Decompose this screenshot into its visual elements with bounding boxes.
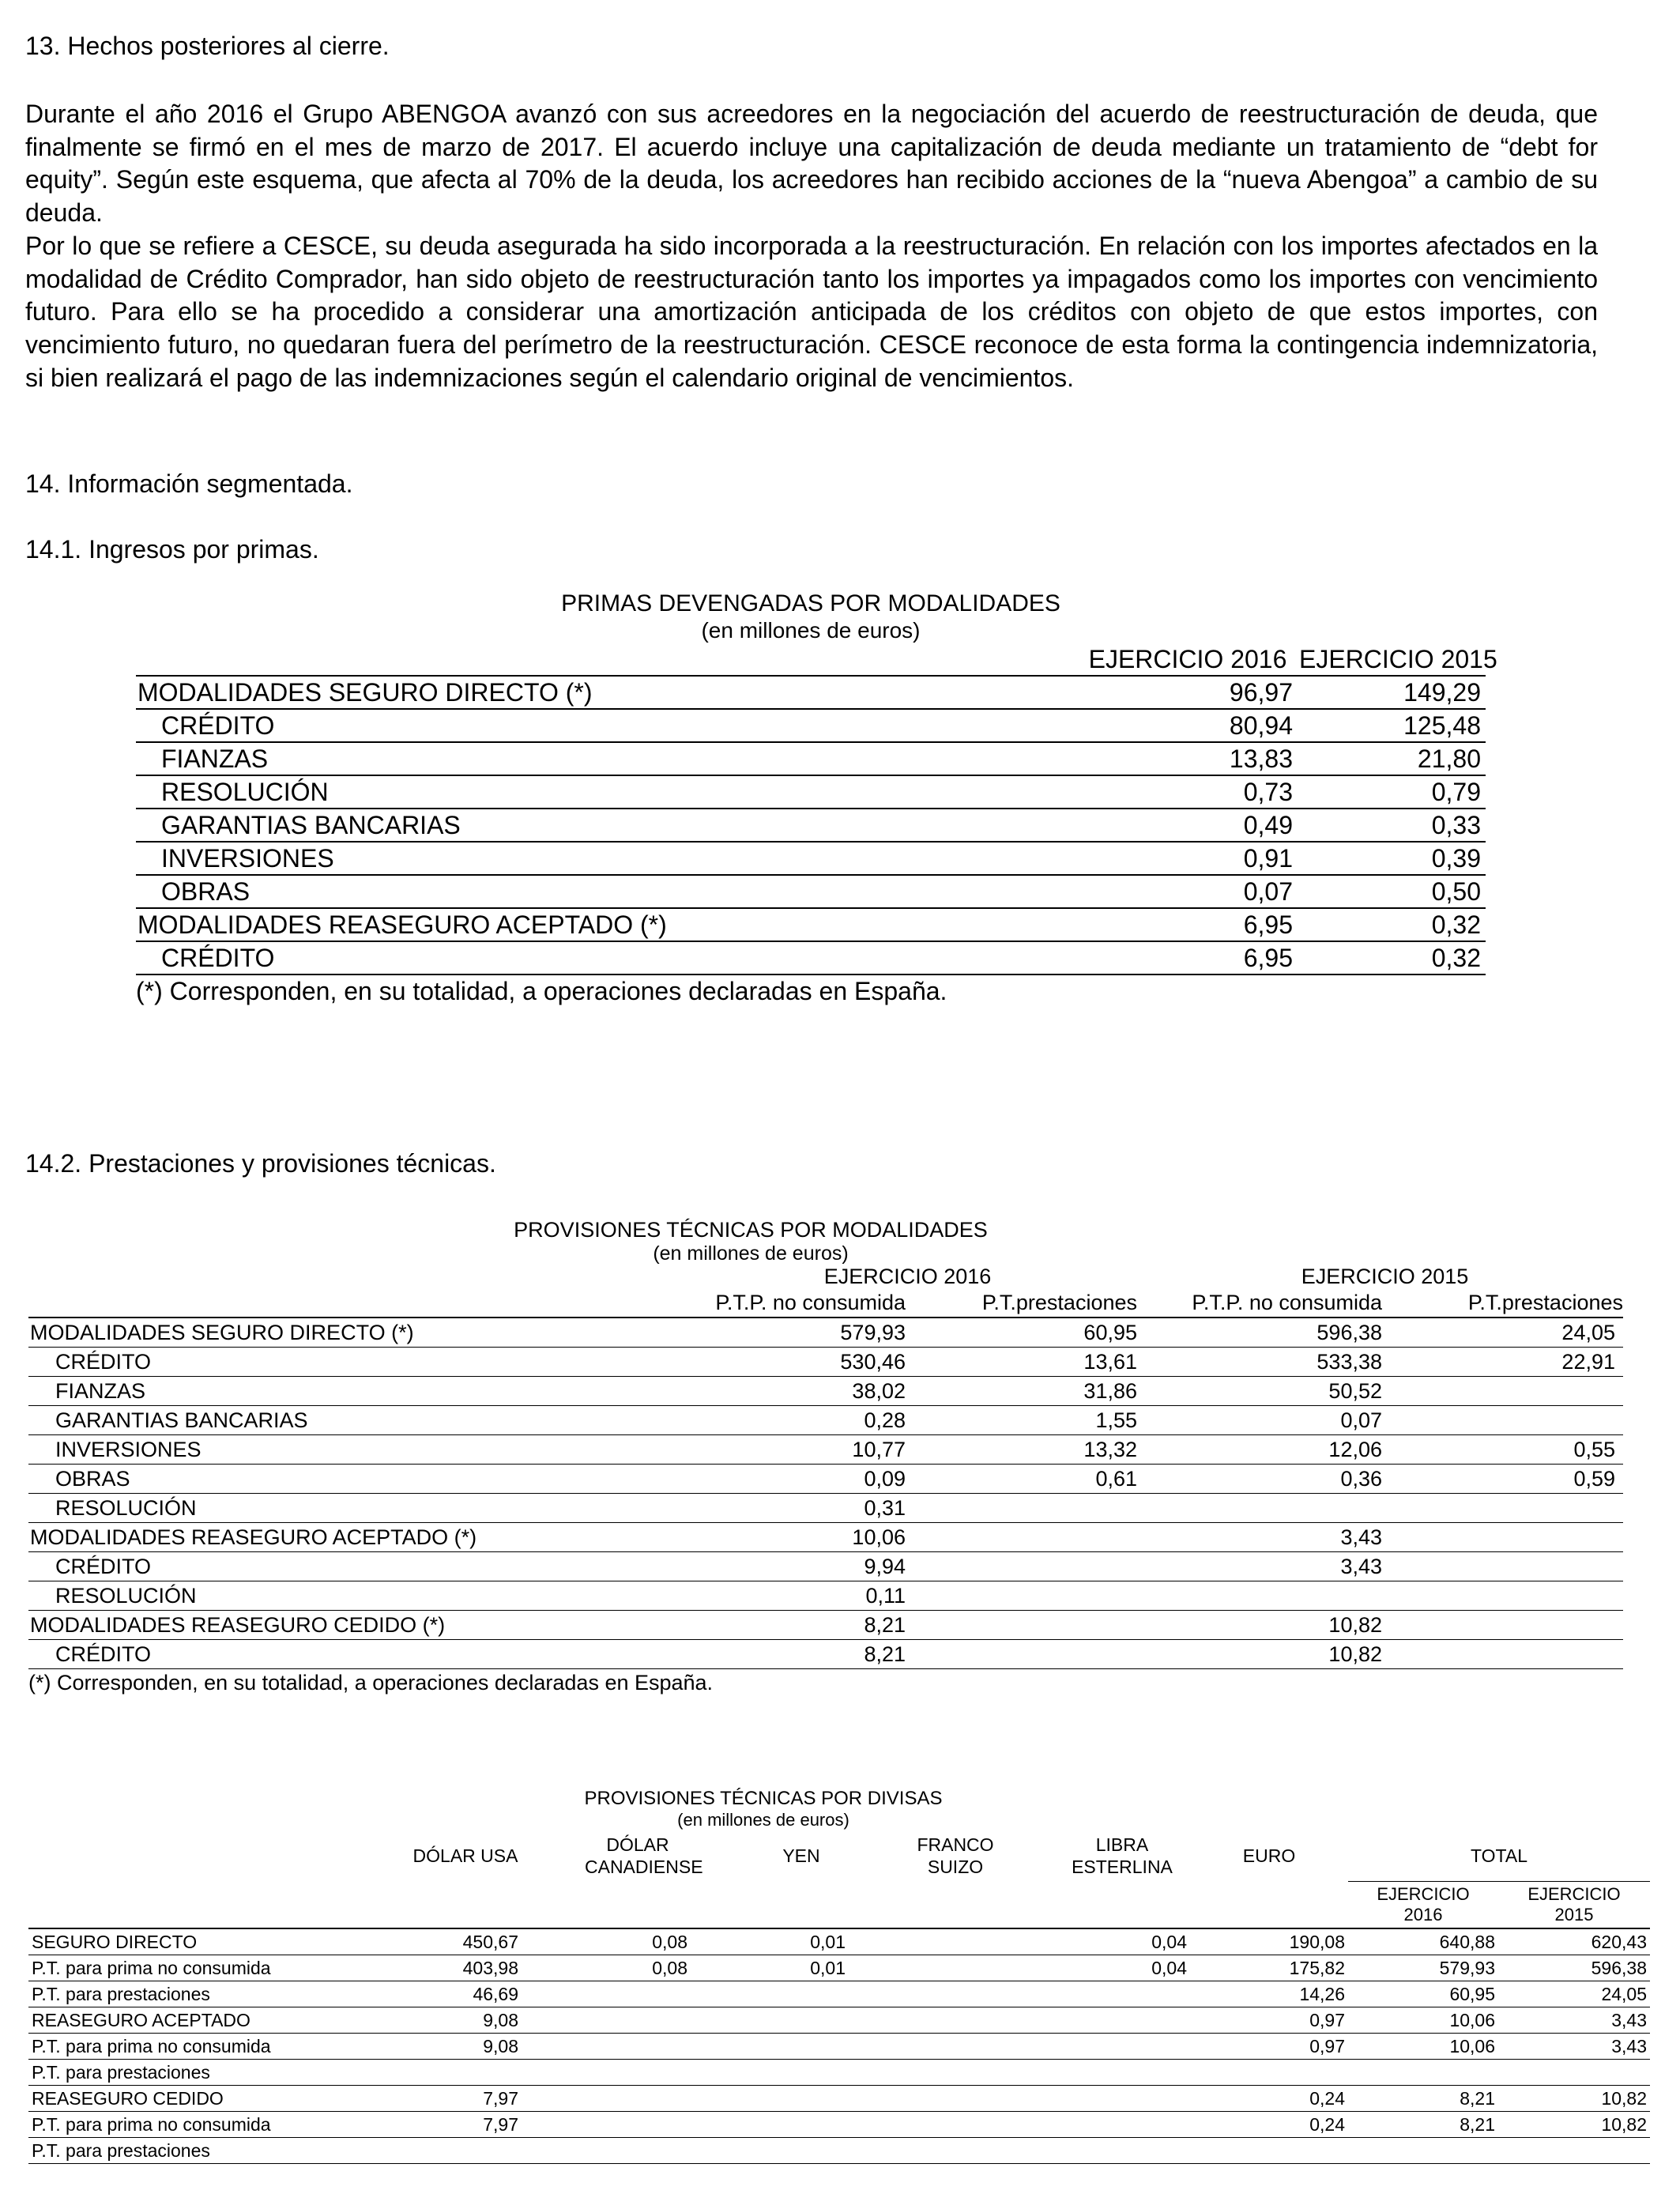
provisiones-table-row [28,1494,1623,1523]
divisas-col-cad: DÓLAR CANADIENSE [585,1834,703,1878]
divisas-table-row [28,1981,1650,2007]
provisiones-table-row [28,1435,1623,1465]
primas-value-2016: 6,95 [863,941,1299,974]
provisiones-group-2016: EJERCICIO 2016 [823,1265,992,1288]
divisas-value-total-2016: 8,21 [1348,2086,1498,2112]
provisiones-row-label: RESOLUCIÓN [28,1581,574,1611]
divisas-value-usd [346,2138,522,2164]
divisas-table-subheader [28,1882,1650,1929]
primas-row-label: MODALIDADES REASEGURO ACEPTADO (*) [136,908,863,941]
primas-row-label: GARANTIAS BANCARIAS [136,809,863,842]
provisiones-row-label: MODALIDADES REASEGURO ACEPTADO (*) [28,1523,574,1552]
primas-col-2015: EJERCICIO 2015 [1299,645,1497,673]
divisas-value-cad [522,2007,691,2034]
divisas-row-label: P.T. para prestaciones [28,2138,346,2164]
divisas-value-chf [849,1928,1007,1955]
divisas-col-total-2016: EJERCICIO 2016 [1377,1884,1470,1924]
section-14-1-heading: 14.1. Ingresos por primas. [25,535,319,564]
provisiones-table-row [28,1318,1623,1348]
divisas-col-chf: FRANCO SUIZO [917,1834,994,1878]
divisas-value-eur: 175,82 [1190,1955,1348,1981]
primas-table-body [136,643,1497,974]
provisiones-sub-ptpres-2016: P.T.prestaciones [981,1291,1137,1314]
provisiones-row-label: CRÉDITO [28,1348,574,1377]
divisas-value-usd [346,2060,522,2086]
section-13-paragraph-1: Durante el año 2016 el Grupo ABENGOA avanzó con sus acreedores en la negociación del acuerdo de reestructuración de deuda, que finalmente se firmó en el mes de marzo de 2017. El acuerdo incluye una capitalización de deuda mediante un tratamiento de “debt for equity”. Según este esquema, que afecta al 70% de la deuda, los acreedores han recibido acciones de la “nueva Abengoa” a cambio de su deuda. [25,100,1598,228]
primas-table-row [136,676,1486,709]
provisiones-row-label: INVERSIONES [28,1435,574,1465]
divisas-value-cad: 0,08 [522,1928,691,1955]
divisas-value-yen [691,2060,849,2086]
divisas-value-total-2016: 8,21 [1348,2112,1498,2138]
section-13-text [25,98,1598,394]
provisiones-table [28,1265,1623,1669]
divisas-value-gbp [1007,1981,1190,2007]
provisiones-value-ptp-2016: 0,31 [574,1494,921,1523]
provisiones-value-ptpres-2015 [1402,1640,1623,1669]
primas-value-2016: 0,07 [863,875,1299,908]
provisiones-row-label: GARANTIAS BANCARIAS [28,1406,574,1435]
divisas-table-row [28,2007,1650,2034]
primas-table-subtitle: (en millones de euros) [701,618,921,643]
provisiones-value-ptpres-2016: 13,61 [921,1348,1147,1377]
provisiones-table-subtitle: (en millones de euros) [653,1242,849,1265]
divisas-table-header [28,1830,1650,1882]
provisiones-value-ptpres-2015: 22,91 [1402,1348,1623,1377]
divisas-table-row [28,2060,1650,2086]
divisas-value-total-2015: 620,43 [1498,1928,1650,1955]
divisas-value-eur [1190,2060,1348,2086]
primas-row-label: RESOLUCIÓN [136,775,863,809]
divisas-row-label: P.T. para prima no consumida [28,1955,346,1981]
divisas-value-chf [849,1955,1007,1981]
provisiones-value-ptp-2015: 596,38 [1147,1318,1402,1348]
divisas-value-usd: 7,97 [346,2086,522,2112]
divisas-value-chf [849,1981,1007,2007]
provisiones-sub-ptp-2016: P.T.P. no consumida [715,1291,906,1314]
provisiones-value-ptpres-2016 [921,1611,1147,1640]
primas-col-2016: EJERCICIO 2016 [1088,645,1287,673]
divisas-value-total-2015: 596,38 [1498,1955,1650,1981]
primas-table-row [136,709,1486,742]
divisas-value-cad [522,2060,691,2086]
provisiones-sub-ptpres-2015: P.T.prestaciones [1467,1291,1623,1314]
divisas-value-total-2016 [1348,2060,1498,2086]
provisiones-value-ptp-2016: 0,09 [574,1465,921,1494]
provisiones-value-ptpres-2015 [1402,1494,1623,1523]
primas-row-label: CRÉDITO [136,941,863,974]
provisiones-table-row [28,1581,1623,1611]
provisiones-row-label: CRÉDITO [28,1640,574,1669]
primas-table-row [136,908,1486,941]
provisiones-table-group-header [28,1265,1623,1288]
primas-value-2016: 6,95 [863,908,1299,941]
primas-value-2015: 125,48 [1299,709,1486,742]
provisiones-value-ptpres-2016: 31,86 [921,1377,1147,1406]
primas-table-block [136,590,1497,1007]
provisiones-table-row [28,1406,1623,1435]
divisas-col-usd: DÓLAR USA [412,1845,518,1867]
divisas-value-usd: 9,08 [346,2007,522,2034]
divisas-value-total-2016: 60,95 [1348,1981,1498,2007]
primas-value-2015: 0,33 [1299,809,1486,842]
provisiones-value-ptpres-2015 [1402,1377,1623,1406]
provisiones-value-ptpres-2016 [921,1552,1147,1581]
divisas-value-total-2016: 10,06 [1348,2034,1498,2060]
provisiones-value-ptpres-2016 [921,1581,1147,1611]
divisas-table-row [28,2034,1650,2060]
divisas-value-cad: 0,08 [522,1955,691,1981]
section-14-2-heading: 14.2. Prestaciones y provisiones técnicas. [25,1149,496,1178]
divisas-value-gbp [1007,2034,1190,2060]
provisiones-value-ptpres-2016 [921,1640,1147,1669]
provisiones-value-ptp-2016: 530,46 [574,1348,921,1377]
divisas-value-yen [691,2138,849,2164]
divisas-table-row [28,1928,1650,1955]
divisas-table-body [28,1830,1650,2164]
divisas-row-label: P.T. para prestaciones [28,2060,346,2086]
divisas-value-gbp: 0,04 [1007,1928,1190,1955]
section-13-heading: 13. Hechos posteriores al cierre. [25,32,390,60]
divisas-value-gbp [1007,2112,1190,2138]
divisas-value-cad [522,2138,691,2164]
divisas-value-yen [691,1981,849,2007]
divisas-value-yen [691,2034,849,2060]
provisiones-value-ptp-2015 [1147,1494,1402,1523]
primas-value-2015: 0,32 [1299,941,1486,974]
provisiones-value-ptpres-2016: 13,32 [921,1435,1147,1465]
divisas-value-eur: 0,97 [1190,2034,1348,2060]
provisiones-value-ptp-2015: 3,43 [1147,1523,1402,1552]
primas-row-label: MODALIDADES SEGURO DIRECTO (*) [136,676,863,709]
provisiones-value-ptpres-2016 [921,1494,1147,1523]
divisas-value-yen [691,2007,849,2034]
divisas-value-total-2015: 3,43 [1498,2007,1650,2034]
provisiones-value-ptpres-2015 [1402,1552,1623,1581]
provisiones-value-ptpres-2015: 0,55 [1402,1435,1623,1465]
provisiones-table-title: PROVISIONES TÉCNICAS POR MODALIDADES [514,1218,988,1242]
provisiones-table-row [28,1523,1623,1552]
provisiones-value-ptp-2015: 3,43 [1147,1552,1402,1581]
divisas-value-total-2015 [1498,2138,1650,2164]
provisiones-value-ptp-2015: 10,82 [1147,1611,1402,1640]
divisas-value-yen [691,2086,849,2112]
primas-row-label: FIANZAS [136,742,863,775]
divisas-value-eur [1190,2138,1348,2164]
primas-table-row [136,842,1486,875]
provisiones-sub-ptp-2015: P.T.P. no consumida [1192,1291,1382,1314]
provisiones-row-label: MODALIDADES REASEGURO CEDIDO (*) [28,1611,574,1640]
provisiones-row-label: CRÉDITO [28,1552,574,1581]
primas-value-2016: 80,94 [863,709,1299,742]
primas-table-note: (*) Corresponden, en su totalidad, a operaciones declaradas en España. [136,977,947,1005]
divisas-value-usd: 9,08 [346,2034,522,2060]
divisas-value-chf [849,2138,1007,2164]
primas-table-row [136,742,1486,775]
divisas-row-label: P.T. para prima no consumida [28,2034,346,2060]
primas-value-2015: 21,80 [1299,742,1486,775]
provisiones-value-ptp-2015: 10,82 [1147,1640,1402,1669]
divisas-col-total-2015: EJERCICIO 2015 [1527,1884,1621,1924]
divisas-value-total-2015: 10,82 [1498,2086,1650,2112]
primas-table [136,643,1497,975]
divisas-value-gbp [1007,2007,1190,2034]
primas-row-label: OBRAS [136,875,863,908]
provisiones-value-ptp-2015: 12,06 [1147,1435,1402,1465]
provisiones-table-sub-header [28,1288,1623,1318]
provisiones-value-ptpres-2015 [1402,1406,1623,1435]
divisas-value-gbp [1007,2138,1190,2164]
provisiones-value-ptp-2016: 8,21 [574,1640,921,1669]
divisas-table-row [28,2086,1650,2112]
divisas-value-cad [522,2112,691,2138]
divisas-row-label: REASEGURO ACEPTADO [28,2007,346,2034]
divisas-col-yen: YEN [782,1845,820,1867]
provisiones-group-2015: EJERCICIO 2015 [1301,1265,1469,1288]
primas-table-title: PRIMAS DEVENGADAS POR MODALIDADES [561,590,1060,616]
provisiones-table-row [28,1552,1623,1581]
provisiones-table-block [28,1217,1623,1696]
primas-value-2015: 149,29 [1299,676,1486,709]
divisas-row-label: P.T. para prestaciones [28,1981,346,2007]
divisas-value-eur: 14,26 [1190,1981,1348,2007]
divisas-value-gbp [1007,2060,1190,2086]
provisiones-value-ptpres-2016 [921,1523,1147,1552]
primas-table-row [136,775,1486,809]
provisiones-value-ptp-2016: 10,06 [574,1523,921,1552]
provisiones-value-ptp-2016: 579,93 [574,1318,921,1348]
primas-value-2015: 0,39 [1299,842,1486,875]
provisiones-table-note: (*) Corresponden, en su totalidad, a operaciones declaradas en España. [28,1671,714,1695]
divisas-value-yen: 0,01 [691,1928,849,1955]
provisiones-table-row [28,1611,1623,1640]
primas-table-row [136,809,1486,842]
provisiones-value-ptp-2016: 9,94 [574,1552,921,1581]
divisas-value-gbp [1007,2086,1190,2112]
provisiones-value-ptp-2015: 0,36 [1147,1465,1402,1494]
provisiones-row-label: FIANZAS [28,1377,574,1406]
divisas-value-chf [849,2112,1007,2138]
provisiones-value-ptpres-2015: 0,59 [1402,1465,1623,1494]
divisas-value-total-2016: 579,93 [1348,1955,1498,1981]
primas-value-2015: 0,32 [1299,908,1486,941]
provisiones-table-row [28,1465,1623,1494]
provisiones-value-ptpres-2015: 24,05 [1402,1318,1623,1348]
divisas-value-total-2016: 10,06 [1348,2007,1498,2034]
divisas-value-chf [849,2034,1007,2060]
section-14-heading: 14. Información segmentada. [25,469,353,498]
divisas-value-usd: 403,98 [346,1955,522,1981]
divisas-value-gbp: 0,04 [1007,1955,1190,1981]
provisiones-table-body [28,1265,1623,1669]
primas-value-2016: 0,91 [863,842,1299,875]
provisiones-value-ptp-2016: 38,02 [574,1377,921,1406]
provisiones-value-ptpres-2016: 0,61 [921,1465,1147,1494]
primas-row-label: CRÉDITO [136,709,863,742]
divisas-row-label: P.T. para prima no consumida [28,2112,346,2138]
divisas-value-total-2015: 10,82 [1498,2112,1650,2138]
divisas-value-total-2016: 640,88 [1348,1928,1498,1955]
divisas-col-total: TOTAL [1348,1830,1650,1882]
primas-value-2016: 0,73 [863,775,1299,809]
primas-table-header [136,643,1486,676]
provisiones-value-ptpres-2016: 1,55 [921,1406,1147,1435]
provisiones-table-row [28,1377,1623,1406]
provisiones-value-ptpres-2015 [1402,1581,1623,1611]
provisiones-value-ptpres-2015 [1402,1523,1623,1552]
divisas-row-label: REASEGURO CEDIDO [28,2086,346,2112]
provisiones-value-ptp-2015: 533,38 [1147,1348,1402,1377]
provisiones-value-ptp-2016: 0,11 [574,1581,921,1611]
divisas-value-yen: 0,01 [691,1955,849,1981]
divisas-value-cad [522,1981,691,2007]
divisas-col-eur: EURO [1242,1845,1296,1867]
divisas-value-usd: 450,67 [346,1928,522,1955]
provisiones-row-label: OBRAS [28,1465,574,1494]
divisas-table-subtitle: (en millones de euros) [677,1810,849,1830]
primas-value-2015: 0,79 [1299,775,1486,809]
divisas-row-label: SEGURO DIRECTO [28,1928,346,1955]
divisas-value-usd: 46,69 [346,1981,522,2007]
divisas-table-row [28,2138,1650,2164]
provisiones-value-ptp-2015 [1147,1581,1402,1611]
divisas-table-block [28,1788,1650,2164]
provisiones-row-label: MODALIDADES SEGURO DIRECTO (*) [28,1318,574,1348]
provisiones-table-row [28,1348,1623,1377]
divisas-value-eur: 0,97 [1190,2007,1348,2034]
primas-value-2016: 13,83 [863,742,1299,775]
divisas-value-eur: 0,24 [1190,2112,1348,2138]
divisas-value-chf [849,2060,1007,2086]
divisas-value-total-2015 [1498,2060,1650,2086]
divisas-value-eur: 190,08 [1190,1928,1348,1955]
primas-value-2016: 0,49 [863,809,1299,842]
divisas-col-gbp: LIBRA ESTERLINA [1072,1834,1173,1878]
divisas-table-title: PROVISIONES TÉCNICAS POR DIVISAS [584,1788,943,1809]
divisas-value-total-2016 [1348,2138,1498,2164]
divisas-value-chf [849,2007,1007,2034]
divisas-table [28,1830,1650,2164]
divisas-table-row [28,2112,1650,2138]
primas-value-2015: 0,50 [1299,875,1486,908]
provisiones-value-ptp-2015: 0,07 [1147,1406,1402,1435]
provisiones-row-label: RESOLUCIÓN [28,1494,574,1523]
provisiones-value-ptp-2016: 8,21 [574,1611,921,1640]
divisas-table-row [28,1955,1650,1981]
primas-table-row [136,941,1486,974]
provisiones-value-ptp-2016: 0,28 [574,1406,921,1435]
divisas-value-total-2015: 24,05 [1498,1981,1650,2007]
section-13-paragraph-2: Por lo que se refiere a CESCE, su deuda asegurada ha sido incorporada a la reestructuración. En relación con los importes afectados en la modalidad de Crédito Comprador, han sido objeto de reestructuración tanto los importes ya impagados como los importes con vencimiento futuro. Para ello se ha procedido a considerar una amortización anticipada de los créditos con objeto de que estos importes, con vencimiento futuro, no quedaran fuera del perímetro de la reestructuración. CESCE reconoce de esta forma la contingencia indemnizatoria, si bien realizará el pago de las indemnizaciones según el calendario original de vencimientos. [25,231,1598,392]
provisiones-value-ptp-2016: 10,77 [574,1435,921,1465]
divisas-value-total-2015: 3,43 [1498,2034,1650,2060]
primas-table-row [136,875,1486,908]
provisiones-value-ptpres-2016: 60,95 [921,1318,1147,1348]
provisiones-table-row [28,1640,1623,1669]
divisas-value-usd: 7,97 [346,2112,522,2138]
divisas-value-eur: 0,24 [1190,2086,1348,2112]
primas-value-2016: 96,97 [863,676,1299,709]
divisas-value-cad [522,2086,691,2112]
provisiones-value-ptpres-2015 [1402,1611,1623,1640]
divisas-value-yen [691,2112,849,2138]
primas-row-label: INVERSIONES [136,842,863,875]
divisas-value-chf [849,2086,1007,2112]
provisiones-value-ptp-2015: 50,52 [1147,1377,1402,1406]
divisas-value-cad [522,2034,691,2060]
